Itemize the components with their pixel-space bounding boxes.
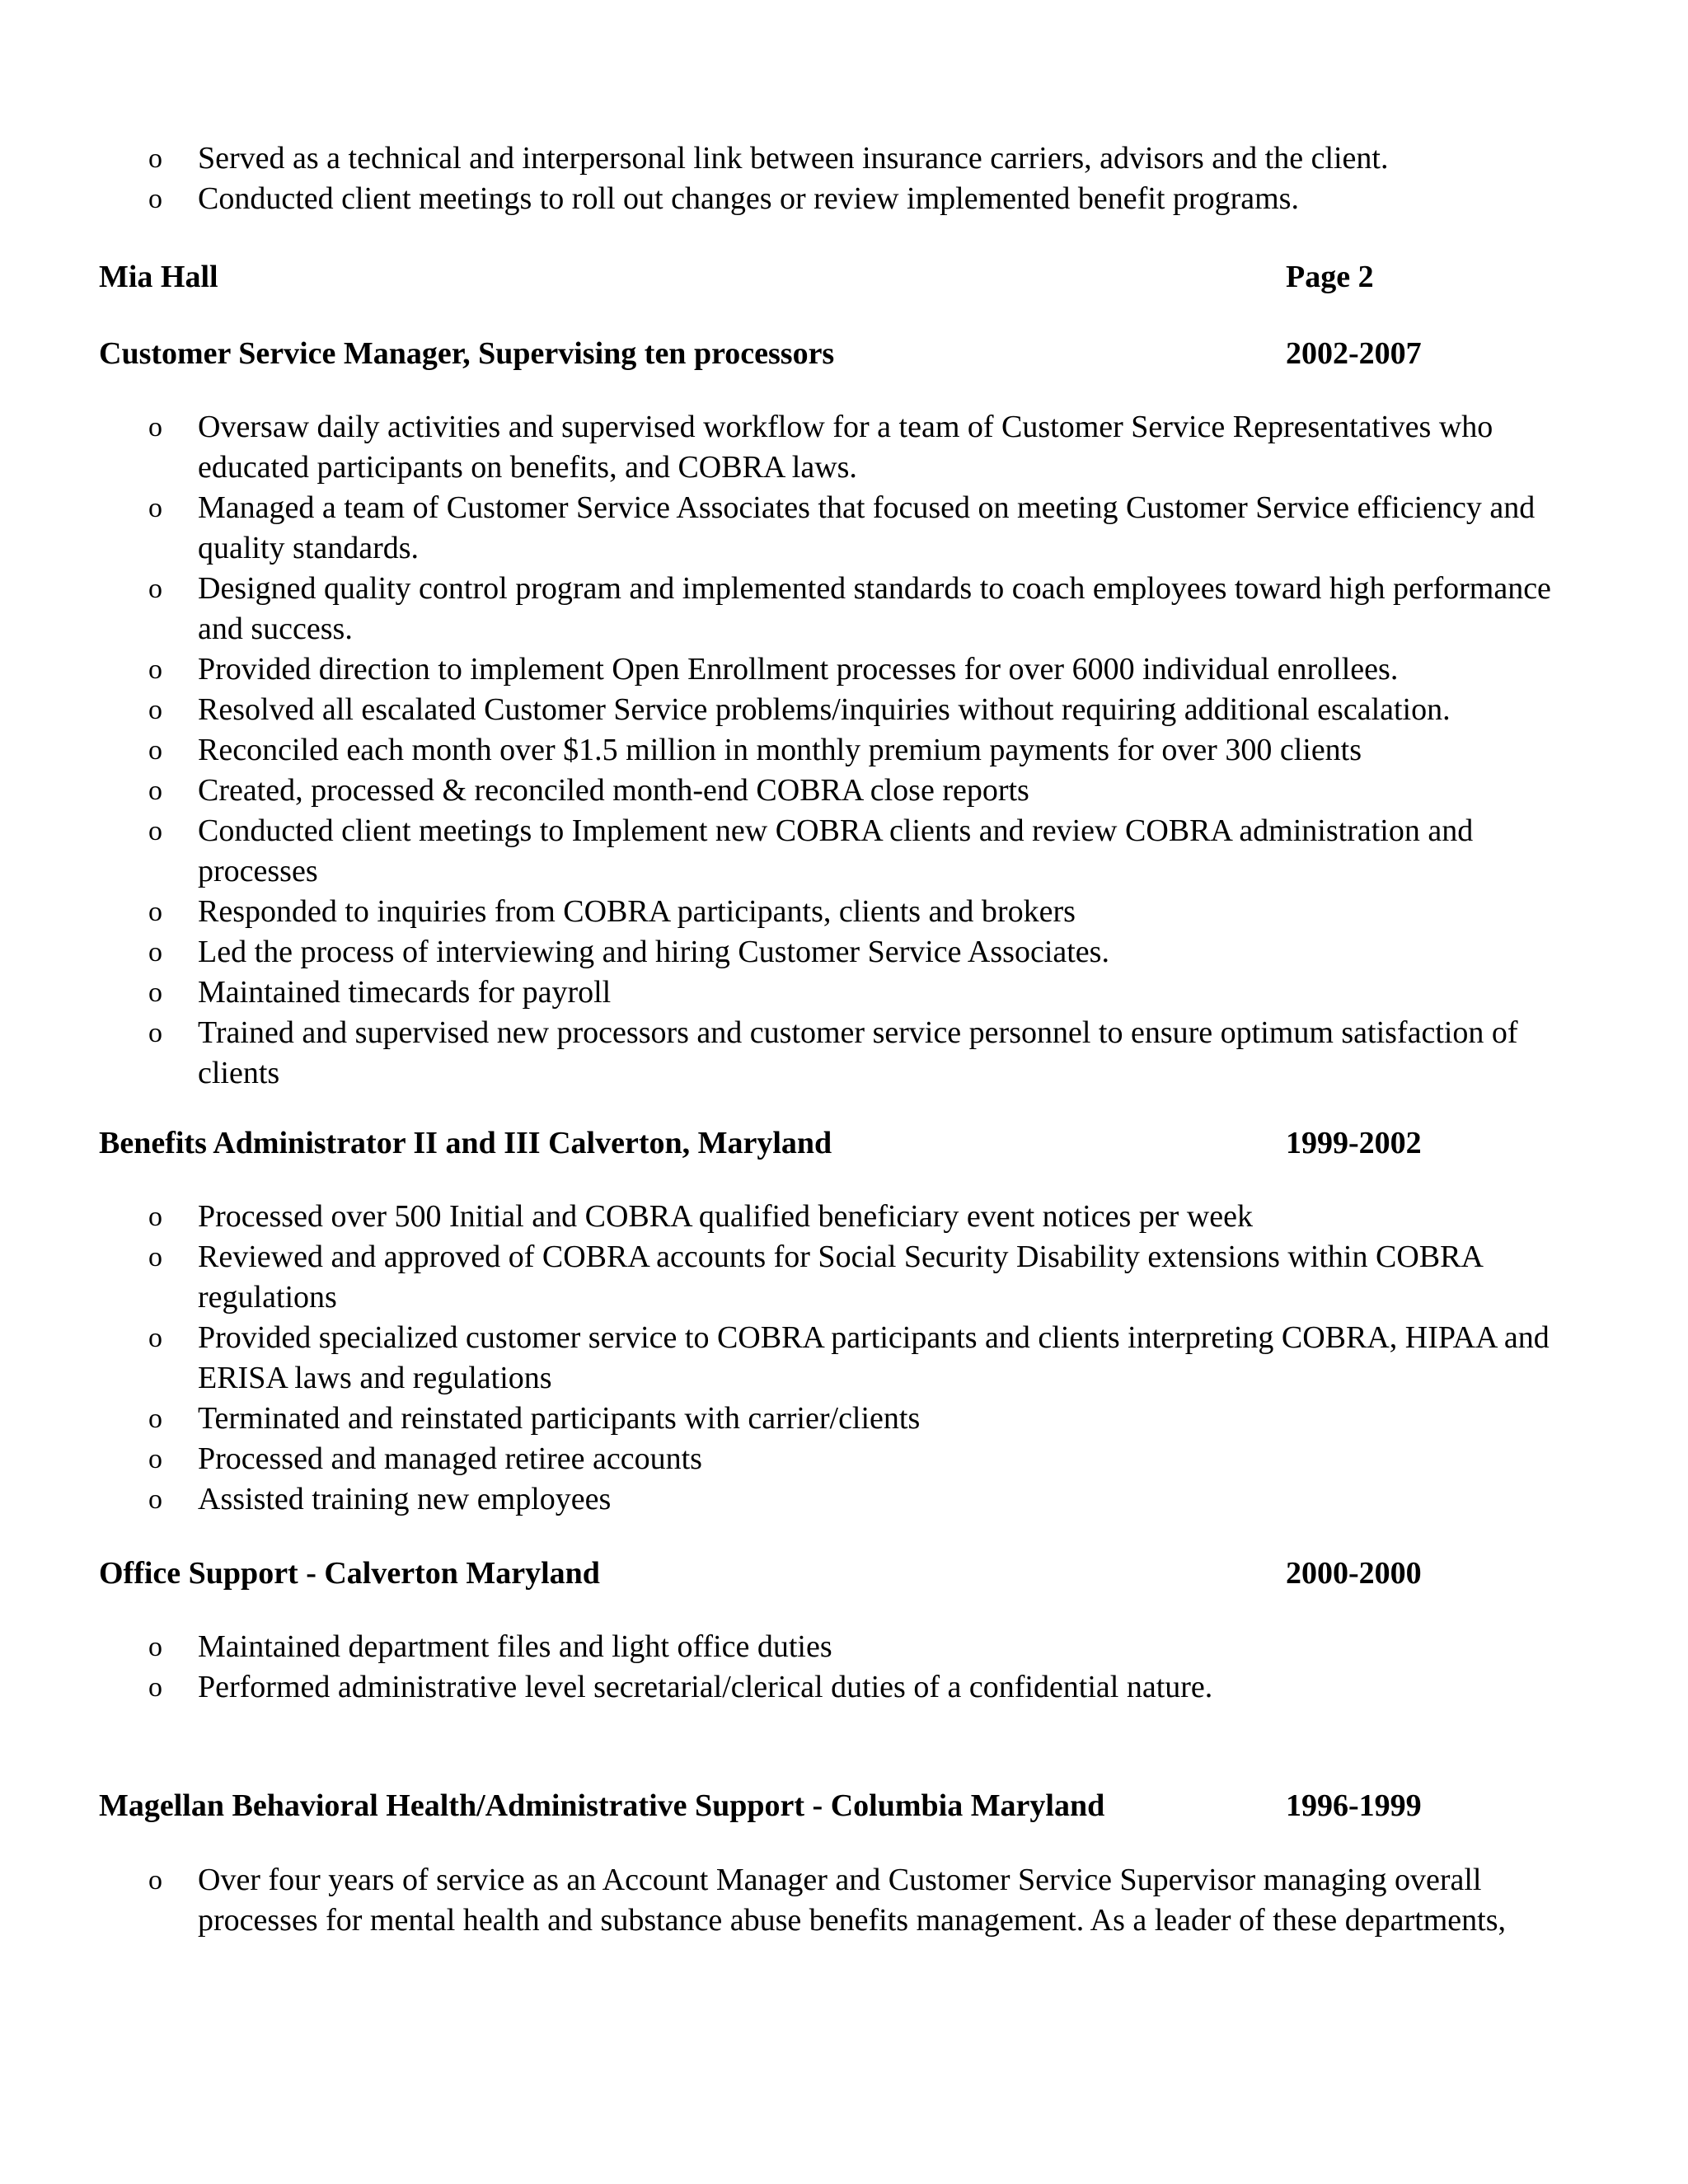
bullet-text: Reviewed and approved of COBRA accounts for Social Security Disability extensions within COBRA regulations xyxy=(198,1240,1482,1315)
bullet-marker: o xyxy=(148,937,162,968)
bullet-marker: o xyxy=(148,1242,162,1272)
bullet-marker: o xyxy=(148,735,162,766)
bullet-text: Managed a team of Customer Service Associates that focused on meeting Customer Service efficiency and quality standards. xyxy=(198,490,1536,565)
page-header xyxy=(99,256,1451,298)
list-item xyxy=(148,1013,1582,1094)
list-item xyxy=(148,1860,1582,1941)
candidate-name: Mia Hall xyxy=(99,260,218,294)
bullet-marker: o xyxy=(148,1018,162,1048)
list-item xyxy=(148,932,1582,972)
bullet-text: Created, processed & reconciled month-end COBRA close reports xyxy=(198,773,1029,808)
bullet-marker: o xyxy=(148,143,162,174)
bullet-marker: o xyxy=(148,1404,162,1434)
bullet-marker: o xyxy=(148,1323,162,1353)
job-heading xyxy=(99,1785,1451,1826)
bullet-marker: o xyxy=(148,1202,162,1232)
list-item xyxy=(148,972,1582,1013)
bullet-marker: o xyxy=(148,776,162,806)
bullet-text: Performed administrative level secretarial/clerical duties of a confidential nature. xyxy=(198,1670,1213,1704)
job-heading xyxy=(99,1553,1451,1594)
job-bullet-list xyxy=(148,407,1582,1094)
bullet-text: Provided specialized customer service to COBRA participants and clients interpreting COBRA, HIPAA and ERISA laws and regulations xyxy=(198,1320,1550,1395)
list-item xyxy=(148,179,1582,219)
bullet-text: Served as a technical and interpersonal link between insurance carriers, advisors and the client. xyxy=(198,141,1389,176)
list-item xyxy=(148,1318,1582,1399)
bullet-text: Processed over 500 Initial and COBRA qualified beneficiary event notices per week xyxy=(198,1199,1253,1234)
list-item xyxy=(148,1237,1582,1318)
bullet-text: Terminated and reinstated participants with carrier/clients xyxy=(198,1401,921,1436)
bullet-marker: o xyxy=(148,412,162,443)
bullet-marker: o xyxy=(148,1632,162,1662)
job-title: Office Support - Calverton Maryland xyxy=(99,1556,600,1591)
job-heading xyxy=(99,333,1451,374)
list-item xyxy=(148,892,1582,932)
bullet-text: Over four years of service as an Account Manager and Customer Service Supervisor managing overall processes for mental health and substance abuse benefits management. As a leader of these departments, xyxy=(198,1863,1506,1938)
job-bullet-list xyxy=(148,1197,1582,1520)
list-item xyxy=(148,1197,1582,1237)
list-item xyxy=(148,488,1582,569)
page-number: Page 2 xyxy=(1286,260,1374,294)
bullet-marker: o xyxy=(148,897,162,927)
job-heading xyxy=(99,1122,1451,1164)
list-item xyxy=(148,1479,1582,1520)
bullet-text: Resolved all escalated Customer Service problems/inquiries without requiring additional escalation. xyxy=(198,692,1451,727)
job-dates: 1999-2002 xyxy=(1286,1126,1422,1160)
list-item xyxy=(148,730,1582,771)
bullet-text: Responded to inquiries from COBRA participants, clients and brokers xyxy=(198,894,1076,929)
bullet-marker: o xyxy=(148,654,162,685)
bullet-text: Conducted client meetings to roll out changes or review implemented benefit programs. xyxy=(198,181,1299,216)
bullet-text: Conducted client meetings to Implement new COBRA clients and review COBRA administration and processes xyxy=(198,813,1474,888)
list-item xyxy=(148,1667,1582,1708)
bullet-marker: o xyxy=(148,1865,162,1896)
list-item xyxy=(148,1627,1582,1667)
list-item xyxy=(148,1439,1582,1479)
list-item xyxy=(148,649,1582,690)
bullet-marker: o xyxy=(148,184,162,214)
bullet-text: Reconciled each month over $1.5 million in monthly premium payments for over 300 clients xyxy=(198,733,1362,767)
bullet-text: Processed and managed retiree accounts xyxy=(198,1441,702,1476)
list-item xyxy=(148,771,1582,811)
job-dates: 1996-1999 xyxy=(1286,1788,1422,1823)
bullet-marker: o xyxy=(148,574,162,604)
bullet-text: Assisted training new employees xyxy=(198,1482,612,1516)
job-title: Benefits Administrator II and III Calverton, Maryland xyxy=(99,1126,832,1160)
bullet-text: Provided direction to implement Open Enrollment processes for over 6000 individual enrollees. xyxy=(198,652,1399,687)
bullet-marker: o xyxy=(148,977,162,1008)
job-bullet-list xyxy=(148,1860,1582,1941)
intro-bullet-list xyxy=(148,138,1582,219)
list-item xyxy=(148,569,1582,649)
bullet-text: Designed quality control program and implemented standards to coach employees toward high performance and success. xyxy=(198,571,1551,646)
bullet-text: Oversaw daily activities and supervised workflow for a team of Customer Service Representatives who educated participants on benefits, and COBRA laws. xyxy=(198,410,1493,485)
job-title: Magellan Behavioral Health/Administrative Support - Columbia Maryland xyxy=(99,1788,1105,1823)
bullet-marker: o xyxy=(148,1672,162,1703)
list-item xyxy=(148,407,1582,488)
bullet-marker: o xyxy=(148,1484,162,1515)
job-dates: 2002-2007 xyxy=(1286,336,1422,371)
bullet-marker: o xyxy=(148,695,162,725)
list-item xyxy=(148,811,1582,892)
bullet-text: Trained and supervised new processors and customer service personnel to ensure optimum satisfaction of clients xyxy=(198,1015,1518,1090)
job-title: Customer Service Manager, Supervising ten processors xyxy=(99,336,835,371)
bullet-marker: o xyxy=(148,816,162,846)
bullet-marker: o xyxy=(148,1444,162,1474)
bullet-text: Maintained department files and light office duties xyxy=(198,1629,832,1664)
list-item xyxy=(148,1399,1582,1439)
bullet-marker: o xyxy=(148,493,162,523)
list-item xyxy=(148,138,1582,179)
list-item xyxy=(148,690,1582,730)
bullet-text: Led the process of interviewing and hiring Customer Service Associates. xyxy=(198,935,1109,969)
job-dates: 2000-2000 xyxy=(1286,1556,1422,1591)
bullet-text: Maintained timecards for payroll xyxy=(198,975,612,1010)
job-bullet-list xyxy=(148,1627,1582,1708)
